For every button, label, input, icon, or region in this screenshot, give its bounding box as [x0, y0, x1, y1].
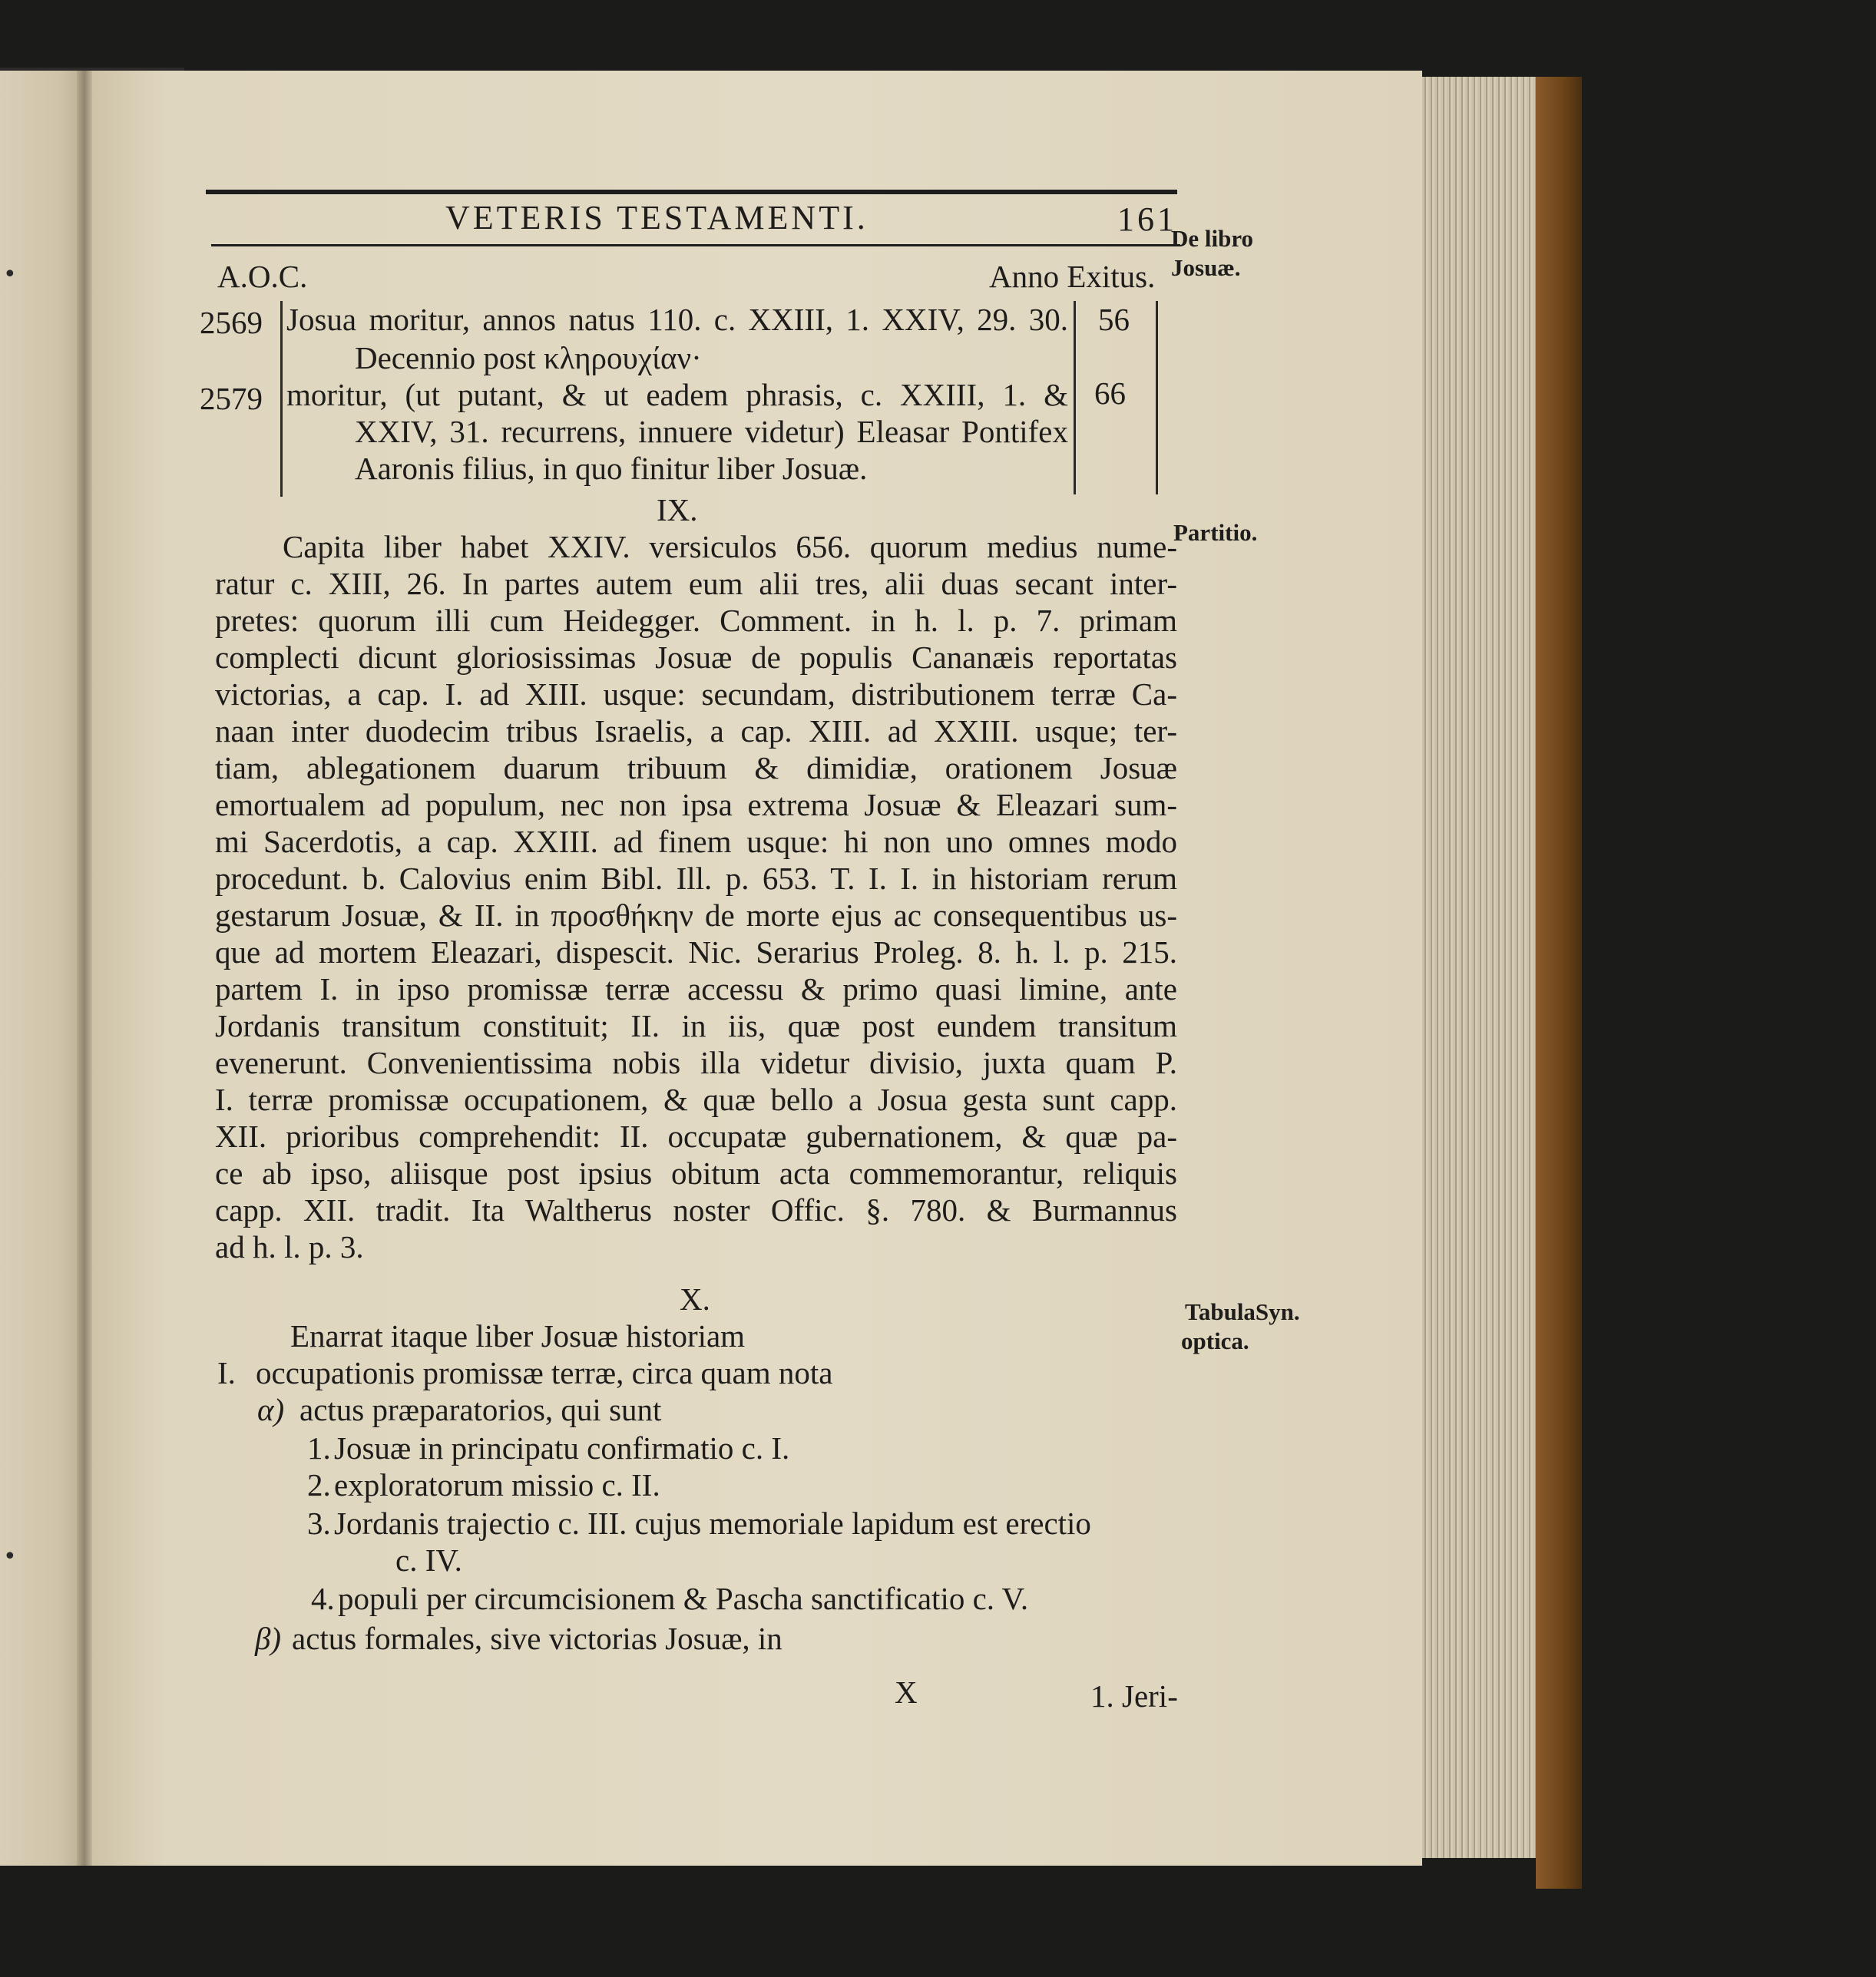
outline-item: populi per circumcisionem & Pascha sanctificatio c. V.	[338, 1581, 1029, 1616]
outline-item: exploratorum missio c. II.	[334, 1467, 660, 1503]
left-page-edge	[0, 71, 86, 1866]
text-line: capp. XII. tradit. Ita Waltherus noster Offic. §. 780. & Burmannus	[215, 1192, 1177, 1228]
text-line: mi Sacerdotis, a cap. XXIII. ad finem usque: hi non uno omnes modo	[215, 824, 1177, 859]
outline-marker: 4.	[311, 1581, 335, 1616]
page-number: 161	[1117, 200, 1177, 238]
table-header-aoc: A.O.C.	[217, 259, 308, 294]
section-heading-ix: IX.	[657, 492, 698, 527]
table-row-exitus: 66	[1094, 375, 1126, 411]
table-rule-left	[280, 301, 283, 497]
text-line: partem I. in ipso promissæ terræ accessu & primo quasi limine, ante	[215, 971, 1177, 1007]
table-row-text: moritur, (ut putant, & ut eadem phrasis, c. XXIII, 1. &	[286, 377, 1068, 412]
text-line: XII. prioribus comprehendit: II. occupatæ gubernationem, & quæ pa-	[215, 1119, 1177, 1154]
text-line: emortualem ad populum, nec non ipsa extrema Josuæ & Eleazari sum-	[215, 787, 1177, 822]
text-line: evenerunt. Convenientissima nobis illa videtur divisio, juxta quam P.	[215, 1045, 1177, 1080]
outline-marker: 3.	[307, 1506, 331, 1541]
text-line: tiam, ablegationem duarum tribuum & dimidiæ, orationem Josuæ	[215, 750, 1177, 785]
outline-item: Josuæ in principatu confirmatio c. I.	[334, 1430, 790, 1466]
text-line: gestarum Josuæ, & II. in προσθήκην de morte ejus ac consequentibus us-	[215, 898, 1177, 933]
table-row-text: XXIV, 31. recurrens, innuere videtur) Eleasar Pontifex	[355, 414, 1068, 449]
outline-marker: I.	[217, 1355, 236, 1390]
margin-note-tabula: TabulaSyn.	[1185, 1298, 1300, 1325]
outline-item: Jordanis trajectio c. III. cujus memoriale lapidum est erectio	[334, 1506, 1091, 1541]
outline-marker: 1.	[307, 1430, 331, 1466]
page-edges	[1422, 77, 1545, 1858]
table-header-anno-exitus: Anno Exitus.	[989, 259, 1156, 294]
text-line: naan inter duodecim tribus Israelis, a cap. XIII. ad XXIII. usque; ter-	[215, 713, 1177, 749]
table-rule-middle	[1074, 301, 1076, 494]
text-line: ad h. l. p. 3.	[215, 1229, 364, 1265]
running-title: VETERIS TESTAMENTI.	[445, 199, 869, 236]
signature-mark: X	[895, 1674, 918, 1710]
text-line: I. terræ promissæ occupationem, & quæ bello a Josua gesta sunt capp.	[215, 1082, 1177, 1117]
text-line: procedunt. b. Calovius enim Bibl. Ill. p. 653. T. I. I. in historiam rerum	[215, 861, 1177, 896]
table-row-text: Josua moritur, annos natus 110. c. XXIII, 1. XXIV, 29. 30.	[286, 302, 1068, 337]
text-line: que ad mortem Eleazari, dispescit. Nic. Serarius Proleg. 8. h. l. p. 215.	[215, 934, 1177, 970]
table-rule-right	[1156, 301, 1158, 494]
table-row-exitus: 56	[1098, 302, 1130, 337]
text-line: Jordanis transitum constituit; II. in iis, quæ post eundem transitum	[215, 1008, 1177, 1043]
table-row-year: 2569	[200, 305, 263, 340]
margin-note-de-libro: De libro	[1171, 225, 1254, 252]
table-row-text: Decennio post κληρουχίαν·	[355, 340, 702, 375]
text-line: ratur c. XIII, 26. In partes autem eum alii tres, alii duas secant inter-	[215, 566, 1177, 601]
header-rule-top	[206, 190, 1177, 194]
text-line: complecti dicunt gloriosissimas Josuæ de populis Cananæis reportatas	[215, 640, 1177, 675]
text-line: victorias, a cap. I. ad XIII. usque: secundam, distributionem terræ Ca-	[215, 676, 1177, 712]
outline-marker: 2.	[307, 1467, 331, 1503]
text-line: ce ab ipso, aliisque post ipsius obitum acta commemorantur, reliquis	[215, 1155, 1177, 1191]
text-line: pretes: quorum illi cum Heidegger. Comment. in h. l. p. 7. primam	[215, 603, 1177, 638]
margin-note-optica: optica.	[1181, 1327, 1249, 1354]
outline-item: occupationis promissæ terræ, circa quam nota	[256, 1355, 833, 1390]
book-cover	[1536, 77, 1582, 1889]
header-rule-bottom	[211, 244, 1180, 246]
outline-item: c. IV.	[395, 1542, 462, 1578]
outline-marker: β)	[255, 1621, 282, 1656]
left-page-mark: •	[3, 261, 17, 288]
table-row-text: Aaronis filius, in quo finitur liber Josuæ.	[355, 451, 868, 486]
outline-item: actus præparatorios, qui sunt	[299, 1392, 662, 1427]
text-line: Capita liber habet XXIV. versiculos 656. quorum medius nume-	[283, 529, 1177, 564]
left-page-mark: •	[3, 1543, 17, 1570]
section-x-intro: Enarrat itaque liber Josuæ historiam	[290, 1318, 746, 1354]
margin-note-partitio: Partitio.	[1173, 519, 1258, 546]
page-gutter	[77, 71, 92, 1866]
outline-marker: α)	[257, 1392, 285, 1427]
table-row-year: 2579	[200, 381, 263, 416]
section-heading-x: X.	[680, 1281, 710, 1317]
catchword: 1. Jeri-	[1090, 1678, 1178, 1714]
outline-item: actus formales, sive victorias Josuæ, in	[292, 1621, 782, 1656]
margin-note-josuae: Josuæ.	[1171, 254, 1241, 281]
